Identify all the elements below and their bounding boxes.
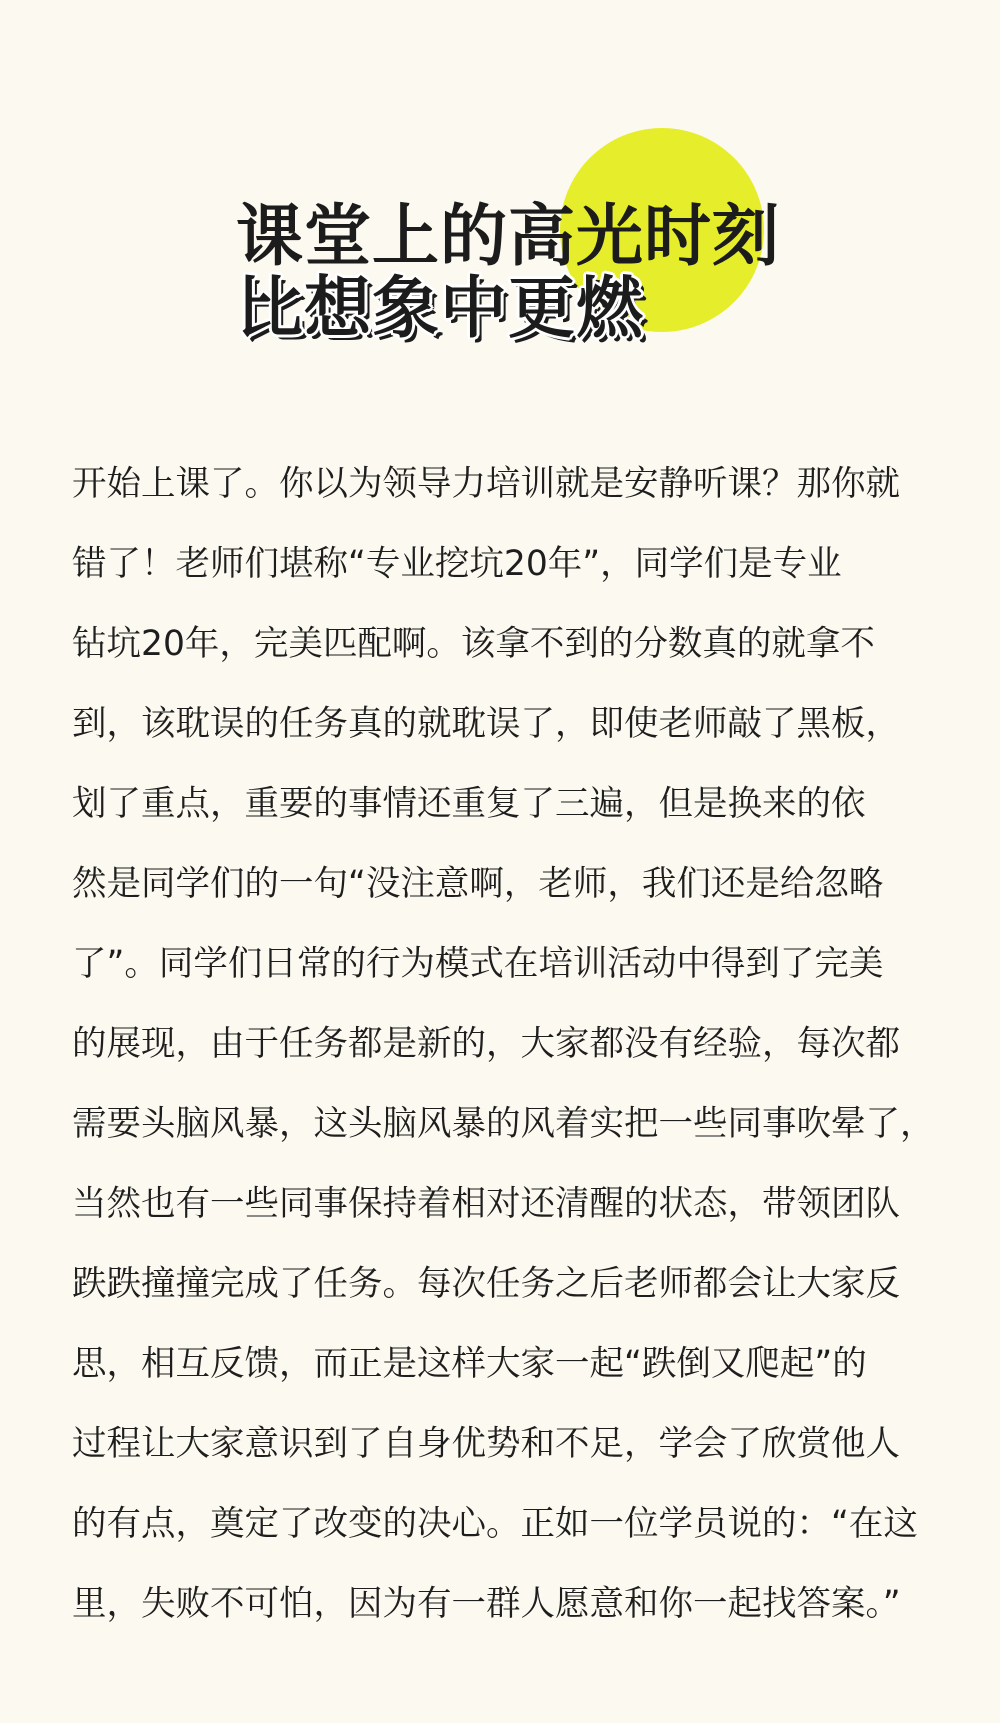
paragraph-line: 的展现，由于任务都是新的，大家都没有经验，每次都 [72,1024,900,1064]
paragraph-line: 的有点，奠定了改变的决心。正如一位学员说的：“在这 [72,1504,918,1544]
paragraph-line: 开始上课了。你以为领导力培训就是安静听课？那你就 [72,464,900,504]
paragraph-line: 然是同学们的一句“没注意啊，老师，我们还是给忽略 [72,864,884,904]
article-paragraph [72,444,942,1644]
paragraph-line: 思，相互反馈，而正是这样大家一起“跌倒又爬起”的 [72,1344,867,1384]
paragraph-line: 过程让大家意识到了自身优势和不足，学会了欣赏他人 [72,1424,900,1464]
title-line-1: 课堂上的高光时刻 [236,197,780,275]
paragraph-line: 钻坑20年，完美匹配啊。该拿不到的分数真的就拿不 [72,624,875,664]
paragraph-line: 到，该耽误的任务真的就耽误了，即使老师敲了黑板， [72,704,900,744]
paragraph-line: 当然也有一些同事保持着相对还清醒的状态，带领团队 [72,1184,900,1224]
paragraph-line: 需要头脑风暴，这头脑风暴的风着实把一些同事吹晕了， [72,1104,935,1144]
paragraph-line: 错了！老师们堪称“专业挖坑20年”，同学们是专业 [72,544,842,584]
paragraph-line: 跌跌撞撞完成了任务。每次任务之后老师都会让大家反 [72,1264,900,1304]
paragraph-line: 了”。同学们日常的行为模式在培训活动中得到了完美 [72,944,884,984]
paragraph-line: 划了重点，重要的事情还重复了三遍，但是换来的依 [72,784,866,824]
title-line-2: 比想象中更燃 [236,269,644,347]
paragraph-line: 里，失败不可怕，因为有一群人愿意和你一起找答案。” [72,1584,901,1624]
